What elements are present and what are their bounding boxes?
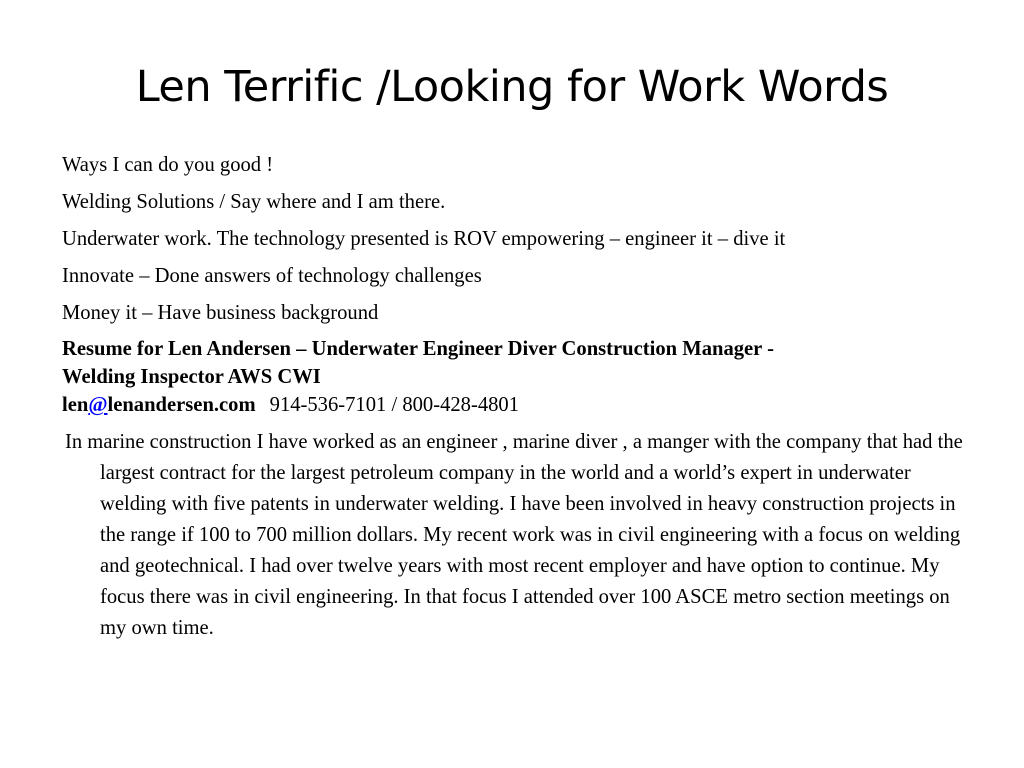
- bullet-line-5: Money it – Have business background: [62, 302, 379, 324]
- resume-heading-line-1: Resume for Len Andersen – Underwater Engineer Diver Construction Manager -: [62, 338, 774, 360]
- contact-line: [62, 391, 972, 419]
- experience-paragraph: In marine construction I have worked as an engineer , marine diver , a manger with the company that had the largest contract for the largest petroleum company in the world and a world’s expert in underwater welding with five patents in underwater welding. I have been involved in heavy construction projects in the range if 100 to 700 million dollars. My recent work was in civil engineering with a focus on welding and geotechnical. I had over twelve years with most recent employer and have option to continue. My focus there was in civil engineering. In that focus I attended over 100 ASCE metro section meetings on my own time.: [65, 431, 963, 639]
- slide-body: [62, 150, 972, 650]
- email-at-link[interactable]: @: [88, 394, 108, 416]
- bullet-line-1: Ways I can do you good !: [62, 154, 274, 176]
- slide-title: Len Terrific /Looking for Work Words: [135, 62, 889, 112]
- email-prefix: len: [62, 394, 89, 416]
- resume-block: [62, 335, 972, 419]
- email-domain: lenandersen.com: [107, 394, 256, 416]
- resume-heading-line-2: Welding Inspector AWS CWI: [62, 366, 321, 388]
- phone-numbers: 914-536-7101 / 800-428-4801: [269, 394, 520, 416]
- bullet-line-2: Welding Solutions / Say where and I am there.: [62, 191, 446, 213]
- bullet-line-3: Underwater work. The technology presented is ROV empowering – engineer it – dive it: [62, 228, 786, 250]
- bullet-line-4: Innovate – Done answers of technology challenges: [62, 265, 482, 287]
